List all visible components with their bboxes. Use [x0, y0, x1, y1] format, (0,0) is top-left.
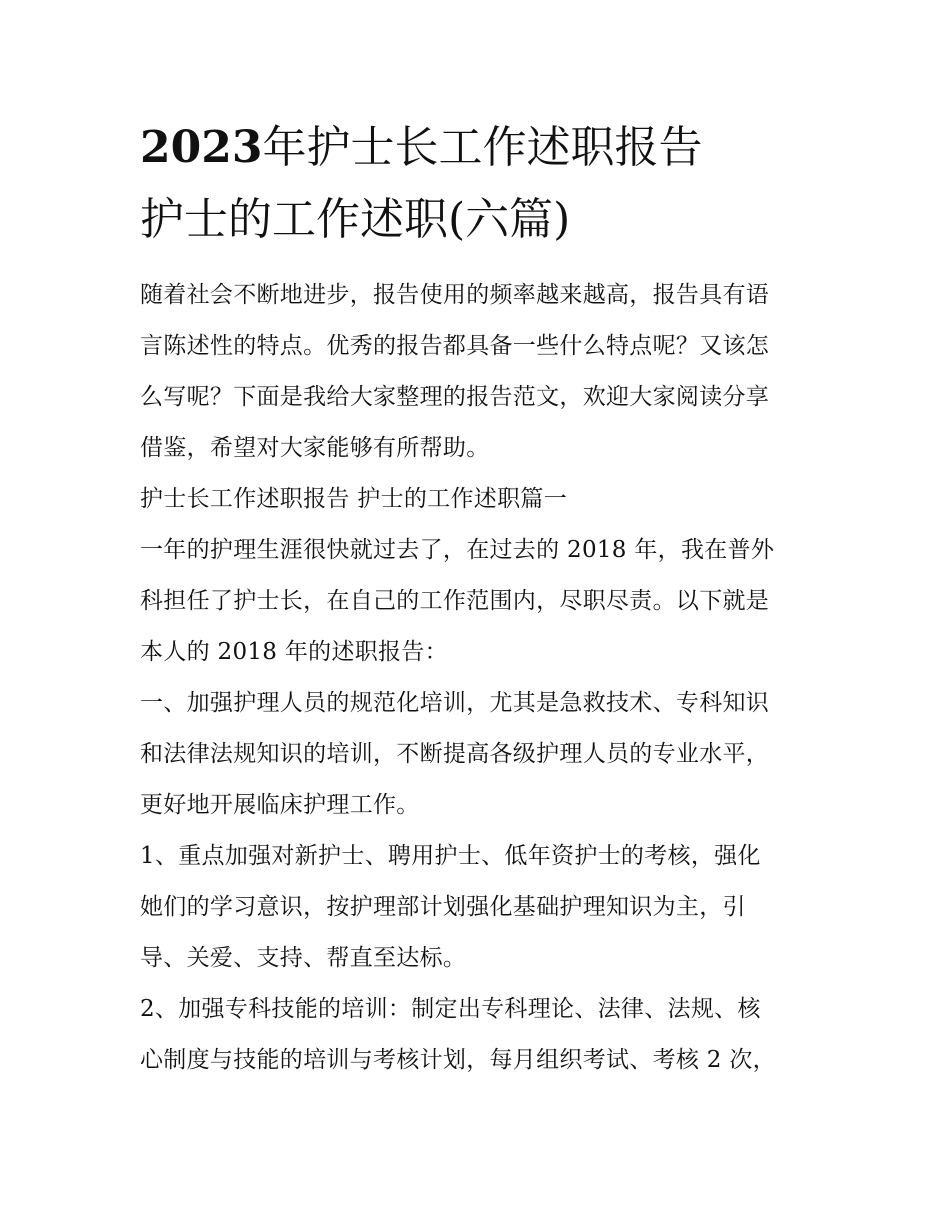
body-line: 1、重点加强对新护士、聘用护士、低年资护士的考核，强化: [140, 843, 761, 869]
body-line: 更好地开展临床护理工作。: [140, 792, 420, 818]
body-line: 么写呢？下面是我给大家整理的报告范文，欢迎大家阅读分享: [140, 384, 770, 410]
body-line: 她们的学习意识，按护理部计划强化基础护理知识为主，引: [140, 894, 746, 920]
body-line: 一年的护理生涯很快就过去了，在过去的 2018 年，我在普外: [140, 537, 775, 563]
title-line-2: 护士的工作述职(六篇): [140, 194, 571, 245]
document-body: [140, 270, 812, 1086]
section-heading: 护士长工作述职报告 护士的工作述职篇一: [140, 486, 568, 512]
body-line: 和法律法规知识的培训，不断提高各级护理人员的专业水平，: [140, 741, 770, 767]
body-line: 科担任了护士长，在自己的工作范围内，尽职尽责。以下就是: [140, 588, 770, 614]
document-page: [140, 112, 812, 1086]
body-line: 一、加强护理人员的规范化培训，尤其是急救技术、专科知识: [140, 690, 770, 716]
body-line: 借鉴，希望对大家能够有所帮助。: [140, 435, 490, 461]
body-line: 本人的 2018 年的述职报告：: [140, 639, 448, 665]
body-line: 言陈述性的特点。优秀的报告都具备一些什么特点呢？又该怎: [140, 333, 770, 359]
document-title: [140, 112, 812, 256]
body-line: 随着社会不断地进步，报告使用的频率越来越高，报告具有语: [140, 282, 770, 308]
title-year: 2023: [140, 122, 263, 173]
body-line: 2、加强专科技能的培训：制定出专科理论、法律、法规、核: [140, 996, 761, 1022]
body-line: 导、关爱、支持、帮直至达标。: [140, 945, 467, 971]
title-line-1-text: 年护士长工作述职报告: [262, 122, 703, 173]
body-line: 心制度与技能的培训与考核计划，每月组织考试、考核 2 次，: [140, 1047, 776, 1073]
title-line-1: [140, 112, 812, 184]
